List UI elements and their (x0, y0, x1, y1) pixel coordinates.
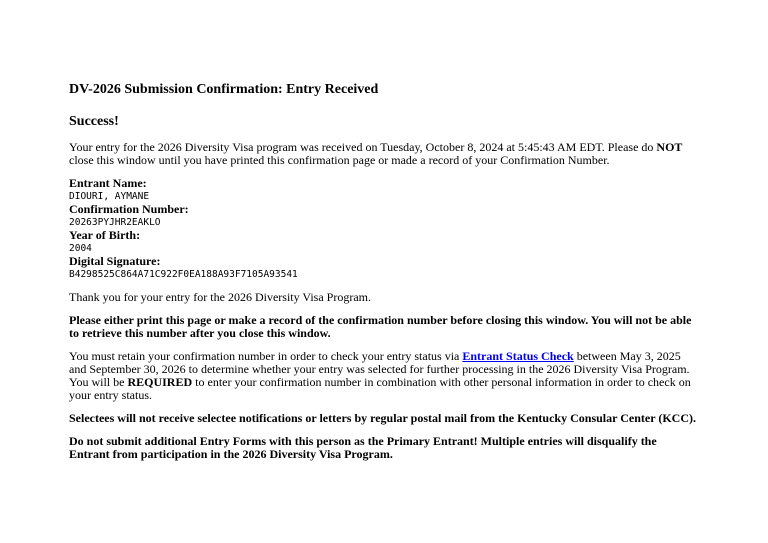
digital-signature-value: B4298525C864A71C922F0EA188A93F7105A93541 (69, 269, 298, 280)
success-heading: Success! (69, 114, 119, 129)
entrant-name-value: DIOURI, AYMANE (69, 191, 150, 202)
print-warning: Please either print this page or make a record of the confirmation number before closing this window. You will not be able to retrieve this number after you close this window. (69, 313, 692, 340)
confirmation-number-value: 20263PYJHR2EAKLO (69, 217, 161, 228)
confirmation-page (69, 80, 697, 471)
entrant-details (69, 177, 697, 281)
entrant-status-check-link[interactable]: Entrant Status Check (462, 349, 574, 363)
duplicate-entry-warning: Do not submit additional Entry Forms with this person as the Primary Entrant! Multiple entries will disqualify the Entrant from participation in the 2026 Diversity Visa Program. (69, 434, 657, 461)
page-title: DV-2026 Submission Confirmation: Entry Received (69, 82, 379, 97)
digital-signature-label: Digital Signature: (69, 254, 161, 268)
year-of-birth-value: 2004 (69, 243, 92, 254)
intro-paragraph (69, 141, 697, 167)
entrant-name-label: Entrant Name: (69, 176, 147, 190)
retain-text-2: between May 3, 2025 and September 30, 2026 to determine whether your entry was selected for further processing in the 2026 Diversity Visa Program. You will be (69, 349, 690, 389)
intro-text-1: Your entry for the 2026 Diversity Visa program was received on Tuesday, October 8, 2024 at 5:45:43 AM EDT. Please do (69, 140, 657, 154)
year-of-birth-label: Year of Birth: (69, 228, 141, 242)
confirmation-number-label: Confirmation Number: (69, 202, 189, 216)
retain-paragraph (69, 350, 697, 402)
intro-text-2: close this window until you have printed this confirmation page or made a record of your Confirmation Number. (69, 153, 610, 167)
retain-emphasis: REQUIRED (127, 375, 193, 389)
selectee-notice: Selectees will not receive selectee notifications or letters by regular postal mail from the Kentucky Consular Center (KCC). (69, 411, 696, 425)
retain-text-1: You must retain your confirmation number in order to check your entry status via (69, 349, 463, 363)
thank-you-text: Thank you for your entry for the 2026 Diversity Visa Program. (69, 290, 371, 304)
retain-text-3: to enter your confirmation number in combination with other personal information in order to check on your entry status. (69, 375, 691, 402)
intro-emphasis: NOT (656, 140, 683, 154)
